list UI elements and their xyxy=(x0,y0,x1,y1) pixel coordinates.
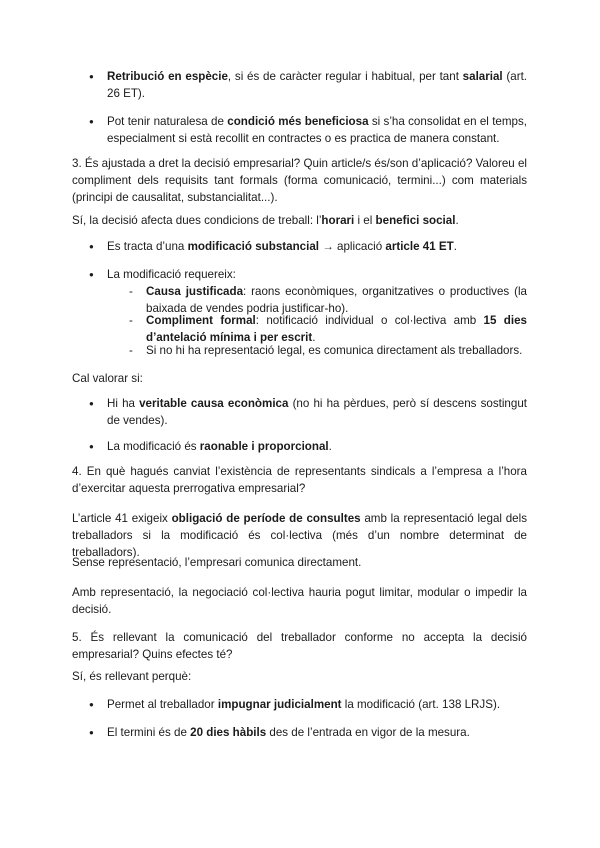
question-5: 5. És rellevant la comunicació del treballador conforme no accepta la decisió empresarial? Quins efectes té? xyxy=(72,631,527,661)
dash-sense-representacio: - Si no hi ha representació legal, es comunica directament als treballadors. xyxy=(146,342,527,359)
dash-compliment-formal: - Compliment formal: notificació individual o col·lectiva amb 15 dies d’antelació mínima i per escrit. xyxy=(146,312,527,346)
bullet-impugnar-judicialment: ● Permet al treballador impugnar judicialment la modificació (art. 138 LRJS). xyxy=(107,696,527,713)
answer-4-amb-representacio: Amb representació, la negociació col·lectiva hauria pogut limitar, modular o impedir la decisió. xyxy=(72,586,527,616)
question-3: 3. És ajustada a dret la decisió empresarial? Quin article/s és/son d’aplicació? Valoreu el compliment dels requisits tant formals (forma comunicació, termini...) com materials (principi de causalitat, substancialitat...). xyxy=(72,157,527,204)
bullet-termini-20-dies: ● El termini és de 20 dies hàbils des de l’entrada en vigor de la mesura. xyxy=(107,724,527,741)
bullet-modificacio-substancial: ● Es tracta d’una modificació substancial → aplicació article 41 ET. xyxy=(107,238,527,255)
answer-3: Sí, la decisió afecta dues condicions de treball: l’horari i el benefici social. xyxy=(72,214,459,227)
bullet-raonable-proporcional: ● La modificació és raonable i proporcional. xyxy=(107,438,527,455)
question-4: 4. En què hagués canviat l’existència de representants sindicals a l’empresa a l’hora d’exercitar aquesta prerrogativa empresarial? xyxy=(72,465,527,495)
bullet-modificacio-requereix: ● La modificació requereix: xyxy=(107,266,527,283)
answer-5: Sí, és rellevant perquè: xyxy=(72,670,192,683)
bullet-condicio-mes-beneficiosa: ● Pot tenir naturalesa de condició més beneficiosa si s’ha consolidat en el temps, especialment si està recollit en contractes o es practica de manera constant. xyxy=(107,113,527,147)
dash-causa-justificada: - Causa justificada: raons econòmiques, organitzatives o productives (la baixada de vendes podria justificar-ho). xyxy=(146,283,527,317)
answer-4-sense-representacio: Sense representació, l’empresari comunica directament. xyxy=(72,556,362,569)
bullet-retribucio-especie: ● Retribució en espècie, si és de caràcter regular i habitual, per tant salarial (art. 26 ET). xyxy=(107,68,527,102)
cal-valorar-si: Cal valorar si: xyxy=(72,372,143,385)
bullet-veritable-causa: ● Hi ha veritable causa econòmica (no hi ha pèrdues, però sí descens sostingut de vendes). xyxy=(107,395,527,429)
answer-4-article-41: L’article 41 exigeix obligació de període de consultes amb la representació legal dels treballadors si la modificació és col·lectiva (més d’un nombre determinat de treballadors). xyxy=(72,512,527,559)
